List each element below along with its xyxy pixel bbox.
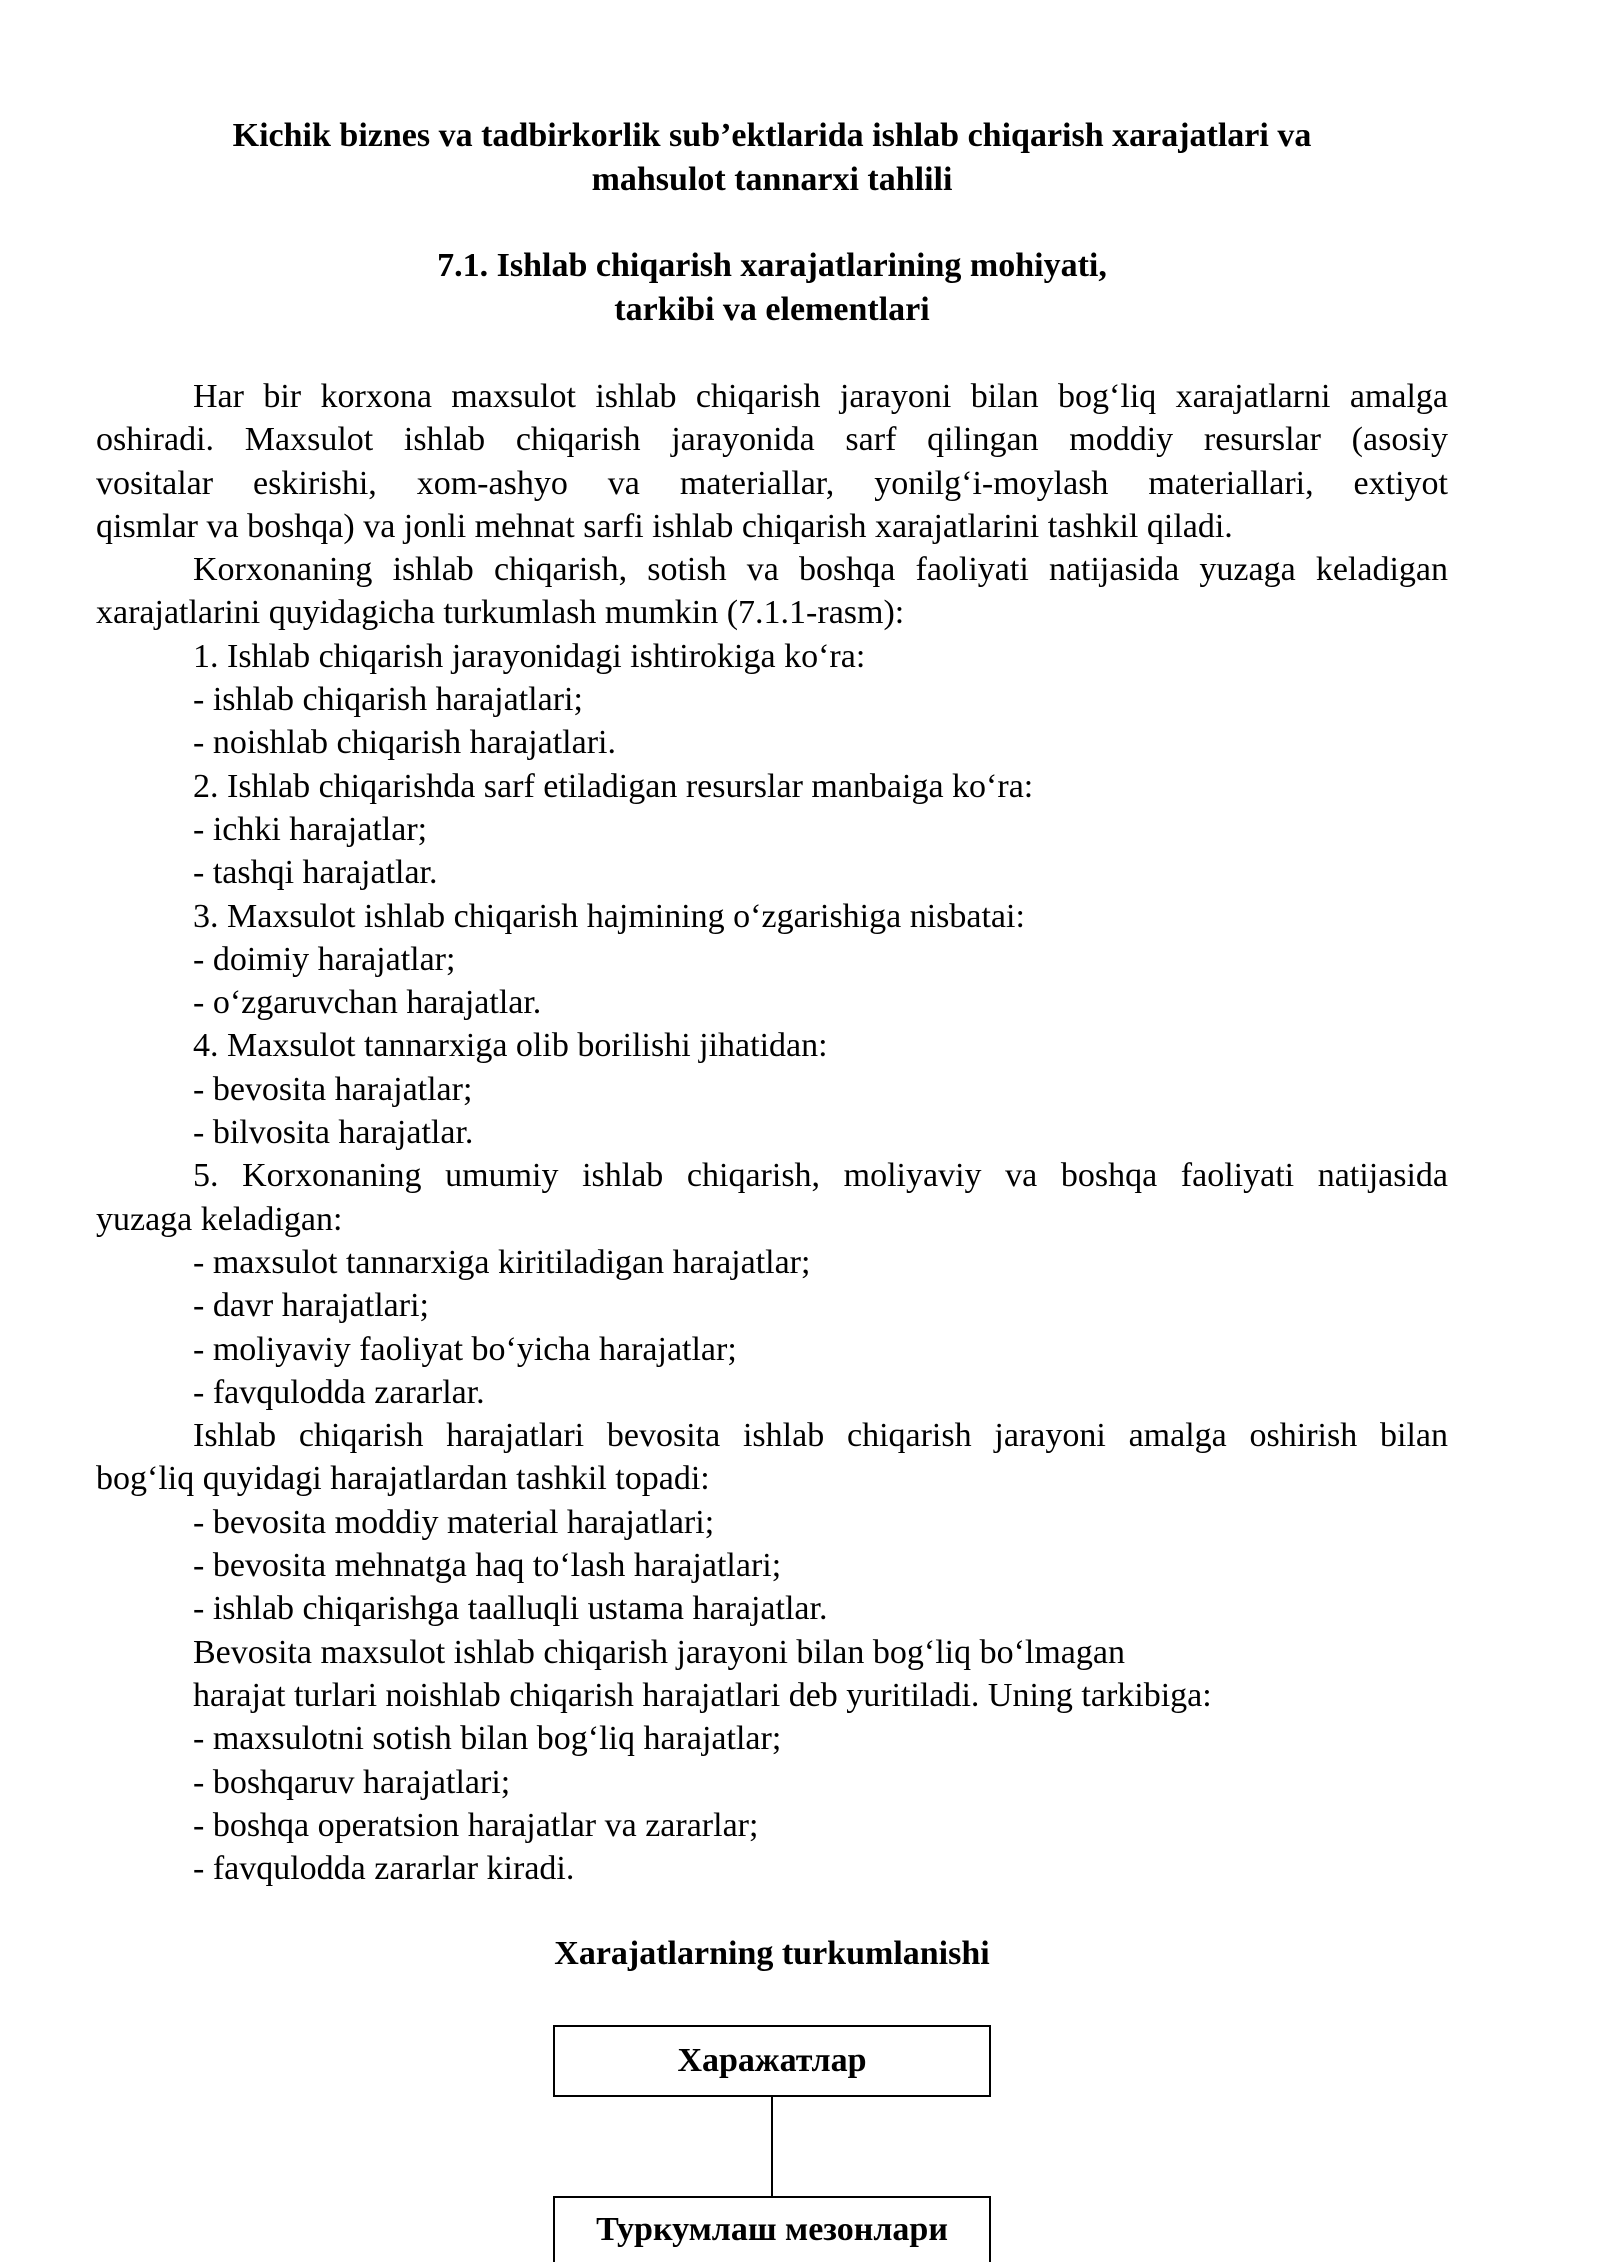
list-item: - bilvosita harajatlar. — [193, 1114, 474, 1152]
list-item: - ichki harajatlar; — [193, 810, 428, 848]
list-heading: yuzaga keladigan: — [96, 1200, 343, 1238]
diagram-box-costs — [553, 2025, 991, 2097]
list-item: - bevosita moddiy material harajatlari; — [193, 1503, 715, 1541]
list-item: - maxsulotni sotish bilan bog‘liq harajatlar; — [193, 1720, 782, 1758]
text-line: xarajatlarini quyidagicha turkumlash mumkin (7.1.1-rasm): — [96, 594, 905, 632]
list-item: - ishlab chiqarishga taalluqli ustama harajatlar. — [193, 1590, 828, 1628]
list-heading: 3. Maxsulot ishlab chiqarish hajmining o‘zgarishiga nisbatai: — [193, 897, 1025, 935]
section-heading — [96, 244, 1448, 332]
text-line: bog‘liq quyidagi harajatlardan tashkil topadi: — [96, 1460, 710, 1498]
body-text — [96, 375, 1448, 1890]
figure-title: Xarajatlarning turkumlanishi — [554, 1935, 990, 1972]
chapter-title-line-2: mahsulot tannarxi tahlili — [591, 161, 953, 198]
diagram-connector — [771, 2097, 773, 2196]
diagram-box-criteria-label: Туркумлаш мезонлари — [596, 2211, 948, 2248]
list-item: - noishlab chiqarish harajatlari. — [193, 724, 616, 762]
list-item: - boshqa operatsion harajatlar va zararlar; — [193, 1806, 759, 1844]
list-item: - o‘zgaruvchan harajatlar. — [193, 984, 542, 1022]
list-item: - maxsulot tannarxiga kiritiladigan harajatlar; — [193, 1243, 811, 1281]
diagram-box-costs-label: Харажатлар — [677, 2042, 867, 2079]
section-heading-line-2: tarkibi va elementlari — [614, 291, 930, 328]
text-line: vositalar eskirishi, xom-ashyo va materiallar, yonilg‘i-moylash materiallari, extiyot — [96, 464, 1448, 502]
text-line: Bevosita maxsulot ishlab chiqarish jarayoni bilan bog‘liq bo‘lmagan — [193, 1633, 1125, 1671]
text-line: Korxonaning ishlab chiqarish, sotish va boshqa faoliyati natijasida yuzaga keladigan — [193, 551, 1448, 589]
list-item: - moliyaviy faoliyat bo‘yicha harajatlar; — [193, 1330, 737, 1368]
list-heading: 1. Ishlab chiqarish jarayonidagi ishtirokiga ko‘ra: — [193, 637, 866, 675]
list-heading: 5. Korxonaning umumiy ishlab chiqarish, moliyaviy va boshqa faoliyati natijasida — [193, 1157, 1448, 1195]
section-heading-line-1: 7.1. Ishlab chiqarish xarajatlarining mohiyati, — [437, 247, 1107, 284]
list-item: - favqulodda zararlar kiradi. — [193, 1850, 575, 1888]
list-item: - favqulodda zararlar. — [193, 1373, 485, 1411]
chapter-title — [96, 114, 1448, 202]
diagram-box-criteria — [553, 2196, 991, 2262]
list-item: - tashqi harajatlar. — [193, 854, 438, 892]
text-line: harajat turlari noishlab chiqarish harajatlari deb yuritiladi. Uning tarkibiga: — [193, 1676, 1212, 1714]
text-line: Ishlab chiqarish harajatlari bevosita ishlab chiqarish jarayoni amalga oshirish bilan — [193, 1417, 1448, 1455]
text-line: qismlar va boshqa) va jonli mehnat sarfi ishlab chiqarish xarajatlarini tashkil qiladi. — [96, 507, 1233, 545]
text-line: oshiradi. Maxsulot ishlab chiqarish jarayonida sarf qilingan moddiy resurslar (asosiy — [96, 421, 1448, 459]
list-heading: 4. Maxsulot tannarxiga olib borilishi jihatidan: — [193, 1027, 828, 1065]
list-item: - ishlab chiqarish harajatlari; — [193, 681, 583, 719]
list-item: - boshqaruv harajatlari; — [193, 1763, 511, 1801]
list-item: - bevosita harajatlar; — [193, 1070, 473, 1108]
list-heading: 2. Ishlab chiqarishda sarf etiladigan resurslar manbaiga ko‘ra: — [193, 767, 1034, 805]
list-item: - davr harajatlari; — [193, 1287, 429, 1325]
text-line: Har bir korxona maxsulot ishlab chiqarish jarayoni bilan bog‘liq xarajatlarni amalga — [193, 378, 1448, 415]
list-item: - doimiy harajatlar; — [193, 940, 456, 978]
list-item: - bevosita mehnatga haq to‘lash harajatlari; — [193, 1547, 782, 1585]
chapter-title-line-1: Kichik biznes va tadbirkorlik sub’ektlarida ishlab chiqarish xarajatlari va — [232, 117, 1312, 154]
